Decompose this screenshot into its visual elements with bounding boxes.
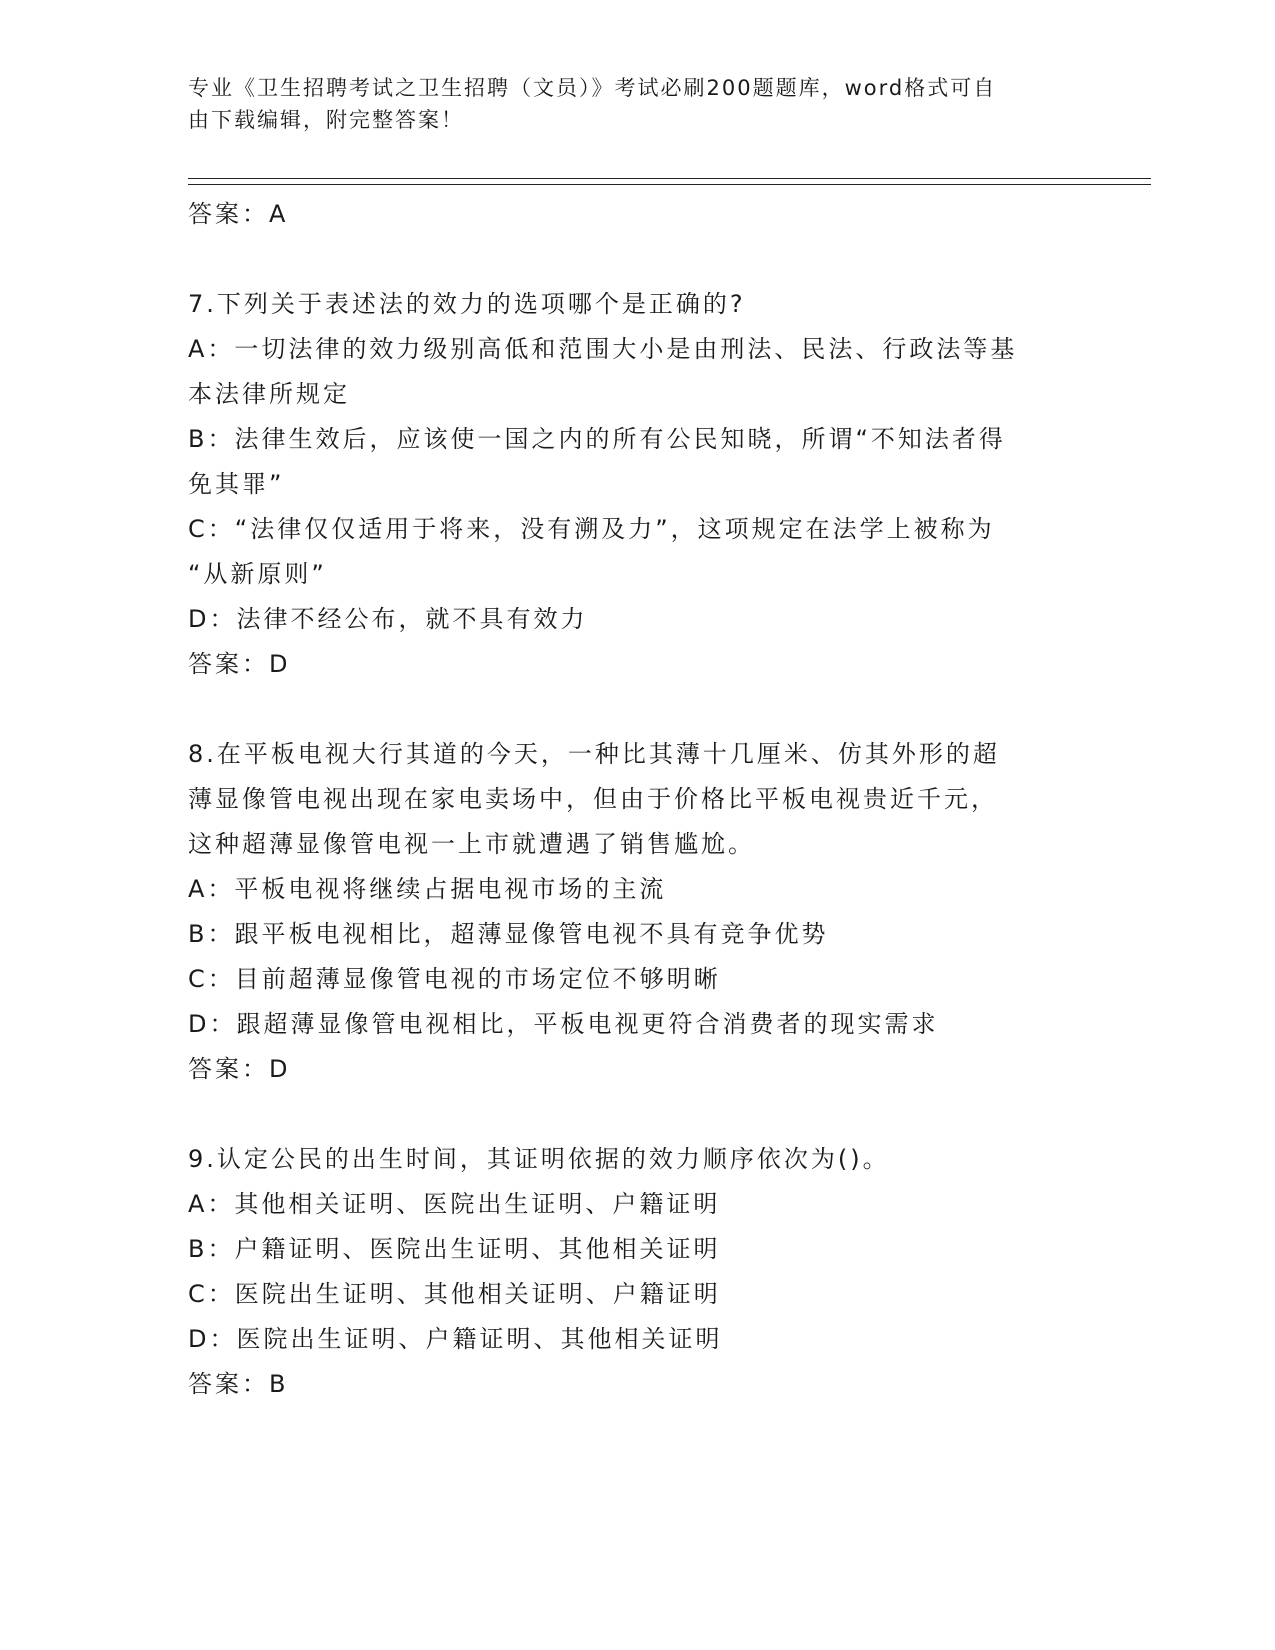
option-c-cont: “从新原则”: [188, 560, 327, 588]
question-9: [188, 1137, 1068, 1407]
header-rule-bottom: [188, 184, 1151, 185]
previous-answer: 答案：A: [188, 200, 289, 228]
answer: 答案：B: [188, 1370, 289, 1398]
option-d: D：跟超薄显像管电视相比，平板电视更符合消费者的现实需求: [188, 1010, 939, 1038]
answer: 答案：D: [188, 1055, 291, 1083]
option-b: B：跟平板电视相比，超薄显像管电视不具有竞争优势: [188, 920, 829, 948]
spacer: [188, 1092, 1068, 1137]
question-stem: 9.认定公民的出生时间，其证明依据的效力顺序依次为()。: [188, 1145, 890, 1173]
spacer: [188, 237, 1068, 282]
option-a: A：其他相关证明、医院出生证明、户籍证明: [188, 1190, 721, 1218]
question-7: [188, 282, 1068, 687]
header-rule-top: [188, 178, 1151, 179]
question-stem-cont: 薄显像管电视出现在家电卖场中，但由于价格比平板电视贵近千元，: [188, 785, 998, 813]
header-line-1: 专业《卫生招聘考试之卫生招聘（文员）》考试必刷200题题库，word格式可自: [188, 76, 997, 100]
header-line-2: 由下载编辑，附完整答案！: [188, 108, 464, 132]
option-c: C：“法律仅仅适用于将来，没有溯及力”，这项规定在法学上被称为: [188, 515, 995, 543]
document-header: [188, 72, 1068, 136]
question-stem: 8.在平板电视大行其道的今天，一种比其薄十几厘米、仿其外形的超: [188, 740, 1000, 768]
option-b: B：法律生效后，应该使一国之内的所有公民知晓，所谓“不知法者得: [188, 425, 1006, 453]
question-stem: 7.下列关于表述法的效力的选项哪个是正确的?: [188, 290, 746, 318]
option-c: C：目前超薄显像管电视的市场定位不够明晰: [188, 965, 721, 993]
option-c: C：医院出生证明、其他相关证明、户籍证明: [188, 1280, 721, 1308]
question-list: [188, 192, 1068, 1407]
option-a-cont: 本法律所规定: [188, 380, 350, 408]
spacer: [188, 687, 1068, 732]
answer: 答案：D: [188, 650, 291, 678]
option-d: D：法律不经公布，就不具有效力: [188, 605, 588, 633]
question-8: [188, 732, 1068, 1092]
option-a: A：平板电视将继续占据电视市场的主流: [188, 875, 667, 903]
option-a: A：一切法律的效力级别高低和范围大小是由刑法、民法、行政法等基: [188, 335, 1018, 363]
option-b-cont: 免其罪”: [188, 470, 285, 498]
option-b: B：户籍证明、医院出生证明、其他相关证明: [188, 1235, 721, 1263]
option-d: D：医院出生证明、户籍证明、其他相关证明: [188, 1325, 723, 1353]
question-stem-cont: 这种超薄显像管电视一上市就遭遇了销售尴尬。: [188, 830, 755, 858]
